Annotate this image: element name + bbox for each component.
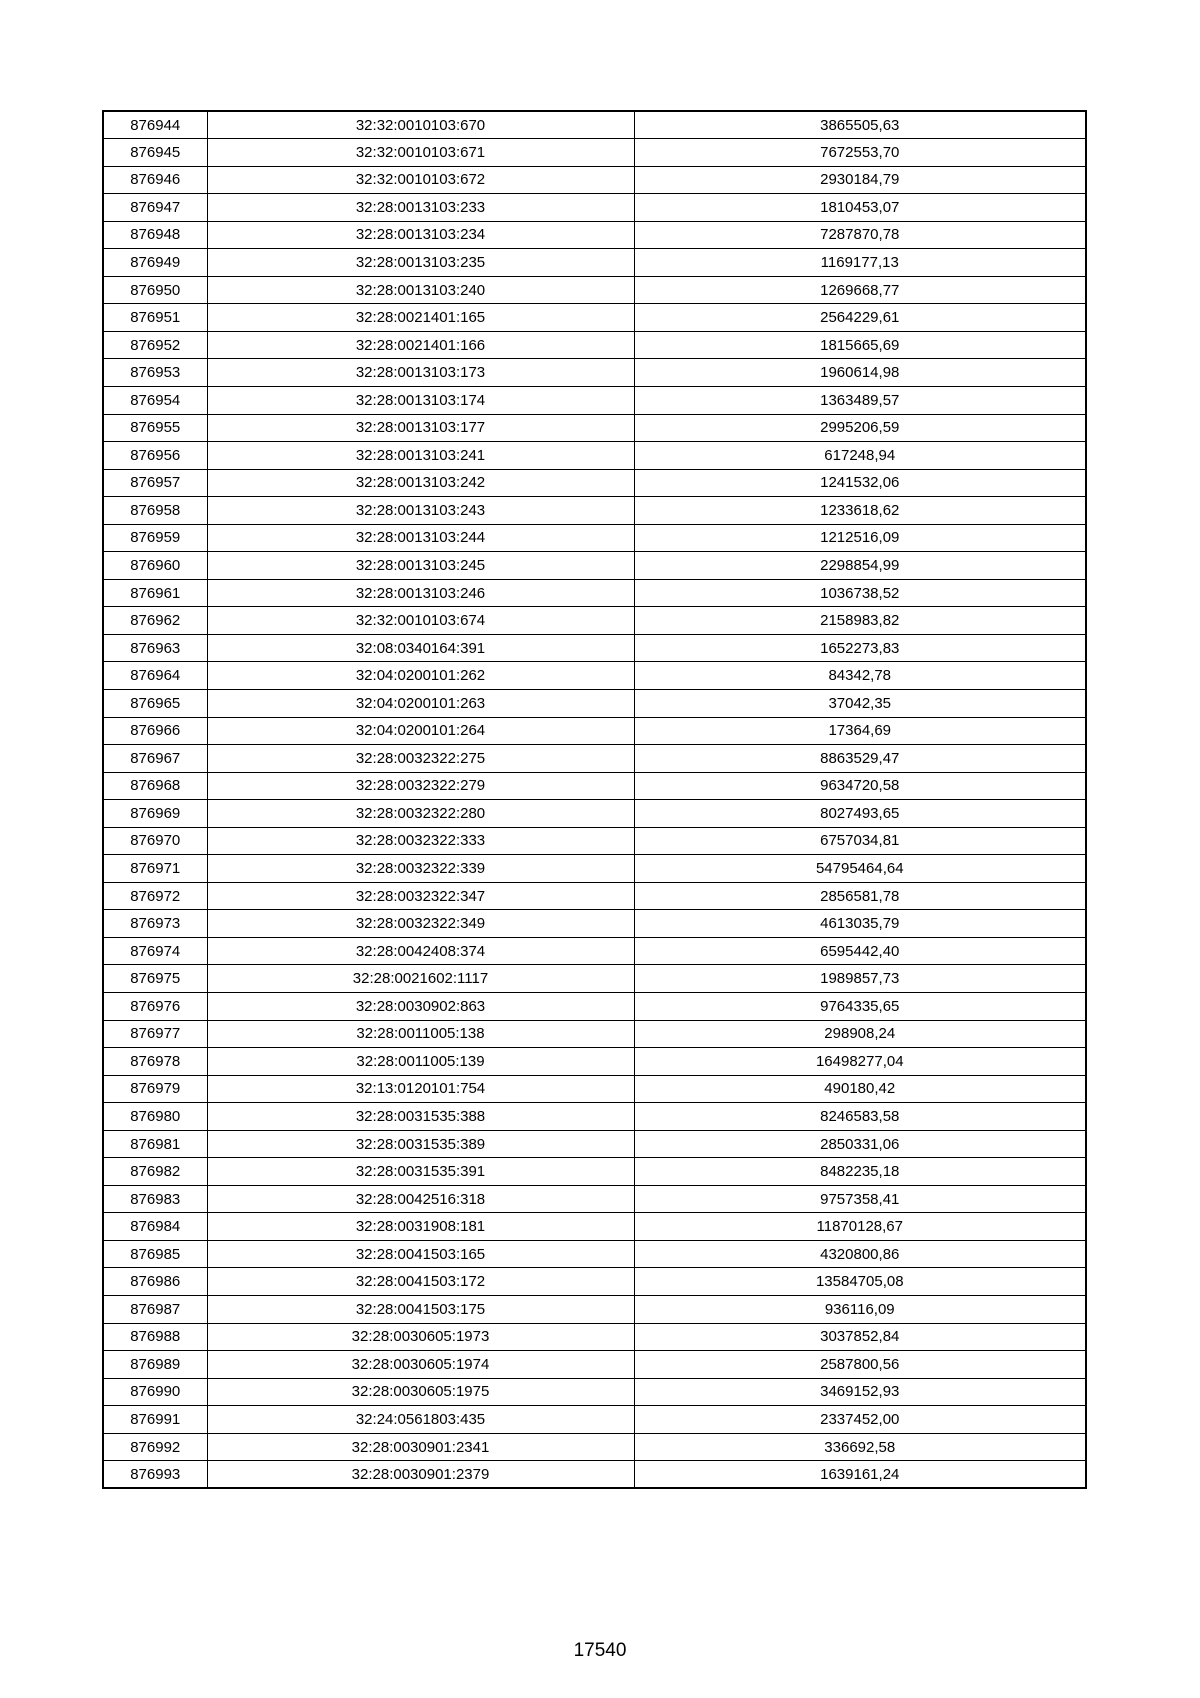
table-row bbox=[103, 1130, 1086, 1158]
table-row bbox=[103, 469, 1086, 497]
table-row bbox=[103, 1240, 1086, 1268]
table-row bbox=[103, 965, 1086, 993]
table-row bbox=[103, 1020, 1086, 1048]
table-row bbox=[103, 634, 1086, 662]
cadastral-number-cell: 32:28:0030605:1974 bbox=[207, 1351, 634, 1379]
table-row bbox=[103, 910, 1086, 938]
table-row bbox=[103, 497, 1086, 525]
table-row bbox=[103, 745, 1086, 773]
row-id-cell: 876990 bbox=[103, 1378, 207, 1406]
row-id-cell: 876944 bbox=[103, 111, 207, 139]
table-row bbox=[103, 579, 1086, 607]
value-cell: 1269668,77 bbox=[634, 276, 1086, 304]
row-id-cell: 876958 bbox=[103, 497, 207, 525]
row-id-cell: 876976 bbox=[103, 993, 207, 1021]
row-id-cell: 876981 bbox=[103, 1130, 207, 1158]
cadastral-number-cell: 32:28:0032322:275 bbox=[207, 745, 634, 773]
value-cell: 7672553,70 bbox=[634, 139, 1086, 167]
value-cell: 11870128,67 bbox=[634, 1213, 1086, 1241]
value-cell: 84342,78 bbox=[634, 662, 1086, 690]
value-cell: 1241532,06 bbox=[634, 469, 1086, 497]
value-cell: 1639161,24 bbox=[634, 1461, 1086, 1489]
row-id-cell: 876980 bbox=[103, 1103, 207, 1131]
table-row bbox=[103, 772, 1086, 800]
row-id-cell: 876954 bbox=[103, 386, 207, 414]
cadastral-number-cell: 32:28:0031535:388 bbox=[207, 1103, 634, 1131]
value-cell: 617248,94 bbox=[634, 442, 1086, 470]
row-id-cell: 876948 bbox=[103, 221, 207, 249]
value-cell: 1233618,62 bbox=[634, 497, 1086, 525]
value-cell: 1363489,57 bbox=[634, 386, 1086, 414]
cadastral-number-cell: 32:28:0021401:165 bbox=[207, 304, 634, 332]
value-cell: 8246583,58 bbox=[634, 1103, 1086, 1131]
table-row bbox=[103, 937, 1086, 965]
data-table bbox=[102, 110, 1087, 1489]
value-cell: 1960614,98 bbox=[634, 359, 1086, 387]
row-id-cell: 876967 bbox=[103, 745, 207, 773]
value-cell: 8863529,47 bbox=[634, 745, 1086, 773]
row-id-cell: 876966 bbox=[103, 717, 207, 745]
table-row bbox=[103, 1048, 1086, 1076]
cadastral-number-cell: 32:28:0021602:1117 bbox=[207, 965, 634, 993]
row-id-cell: 876949 bbox=[103, 249, 207, 277]
table-row bbox=[103, 607, 1086, 635]
cadastral-number-cell: 32:28:0032322:279 bbox=[207, 772, 634, 800]
value-cell: 1989857,73 bbox=[634, 965, 1086, 993]
cadastral-number-cell: 32:08:0340164:391 bbox=[207, 634, 634, 662]
cadastral-number-cell: 32:13:0120101:754 bbox=[207, 1075, 634, 1103]
table-row bbox=[103, 524, 1086, 552]
table-row bbox=[103, 1103, 1086, 1131]
value-cell: 13584705,08 bbox=[634, 1268, 1086, 1296]
value-cell: 3037852,84 bbox=[634, 1323, 1086, 1351]
table-row bbox=[103, 1213, 1086, 1241]
cadastral-number-cell: 32:28:0021401:166 bbox=[207, 331, 634, 359]
value-cell: 2587800,56 bbox=[634, 1351, 1086, 1379]
table-row bbox=[103, 827, 1086, 855]
cadastral-number-cell: 32:28:0013103:235 bbox=[207, 249, 634, 277]
cadastral-number-cell: 32:28:0013103:174 bbox=[207, 386, 634, 414]
cadastral-number-cell: 32:28:0013103:245 bbox=[207, 552, 634, 580]
value-cell: 8482235,18 bbox=[634, 1158, 1086, 1186]
table-row bbox=[103, 1461, 1086, 1489]
value-cell: 2850331,06 bbox=[634, 1130, 1086, 1158]
row-id-cell: 876959 bbox=[103, 524, 207, 552]
row-id-cell: 876962 bbox=[103, 607, 207, 635]
row-id-cell: 876988 bbox=[103, 1323, 207, 1351]
value-cell: 1212516,09 bbox=[634, 524, 1086, 552]
table-row bbox=[103, 1323, 1086, 1351]
cadastral-number-cell: 32:28:0030901:2341 bbox=[207, 1433, 634, 1461]
row-id-cell: 876977 bbox=[103, 1020, 207, 1048]
value-cell: 1652273,83 bbox=[634, 634, 1086, 662]
row-id-cell: 876984 bbox=[103, 1213, 207, 1241]
row-id-cell: 876963 bbox=[103, 634, 207, 662]
table-row bbox=[103, 855, 1086, 883]
value-cell: 2158983,82 bbox=[634, 607, 1086, 635]
cadastral-number-cell: 32:28:0032322:333 bbox=[207, 827, 634, 855]
row-id-cell: 876970 bbox=[103, 827, 207, 855]
value-cell: 37042,35 bbox=[634, 689, 1086, 717]
cadastral-number-cell: 32:24:0561803:435 bbox=[207, 1406, 634, 1434]
cadastral-number-cell: 32:28:0013103:240 bbox=[207, 276, 634, 304]
table-row bbox=[103, 221, 1086, 249]
cadastral-number-cell: 32:28:0031908:181 bbox=[207, 1213, 634, 1241]
table-row bbox=[103, 1158, 1086, 1186]
table-row bbox=[103, 1378, 1086, 1406]
table-row bbox=[103, 717, 1086, 745]
cadastral-number-cell: 32:28:0032322:349 bbox=[207, 910, 634, 938]
row-id-cell: 876955 bbox=[103, 414, 207, 442]
row-id-cell: 876974 bbox=[103, 937, 207, 965]
row-id-cell: 876960 bbox=[103, 552, 207, 580]
table-row bbox=[103, 414, 1086, 442]
value-cell: 17364,69 bbox=[634, 717, 1086, 745]
table-row bbox=[103, 139, 1086, 167]
row-id-cell: 876961 bbox=[103, 579, 207, 607]
row-id-cell: 876969 bbox=[103, 800, 207, 828]
value-cell: 490180,42 bbox=[634, 1075, 1086, 1103]
value-cell: 16498277,04 bbox=[634, 1048, 1086, 1076]
value-cell: 54795464,64 bbox=[634, 855, 1086, 883]
table-row bbox=[103, 1433, 1086, 1461]
row-id-cell: 876989 bbox=[103, 1351, 207, 1379]
cadastral-number-cell: 32:28:0030901:2379 bbox=[207, 1461, 634, 1489]
table-row bbox=[103, 442, 1086, 470]
row-id-cell: 876975 bbox=[103, 965, 207, 993]
value-cell: 3865505,63 bbox=[634, 111, 1086, 139]
cadastral-number-cell: 32:28:0031535:389 bbox=[207, 1130, 634, 1158]
row-id-cell: 876950 bbox=[103, 276, 207, 304]
cadastral-number-cell: 32:28:0013103:177 bbox=[207, 414, 634, 442]
value-cell: 2564229,61 bbox=[634, 304, 1086, 332]
table-row bbox=[103, 662, 1086, 690]
value-cell: 9757358,41 bbox=[634, 1185, 1086, 1213]
value-cell: 2298854,99 bbox=[634, 552, 1086, 580]
row-id-cell: 876973 bbox=[103, 910, 207, 938]
value-cell: 7287870,78 bbox=[634, 221, 1086, 249]
value-cell: 9764335,65 bbox=[634, 993, 1086, 1021]
cadastral-number-cell: 32:04:0200101:262 bbox=[207, 662, 634, 690]
value-cell: 298908,24 bbox=[634, 1020, 1086, 1048]
value-cell: 2995206,59 bbox=[634, 414, 1086, 442]
row-id-cell: 876946 bbox=[103, 166, 207, 194]
row-id-cell: 876956 bbox=[103, 442, 207, 470]
row-id-cell: 876991 bbox=[103, 1406, 207, 1434]
cadastral-number-cell: 32:28:0013103:241 bbox=[207, 442, 634, 470]
row-id-cell: 876986 bbox=[103, 1268, 207, 1296]
cadastral-number-cell: 32:28:0032322:339 bbox=[207, 855, 634, 883]
row-id-cell: 876983 bbox=[103, 1185, 207, 1213]
table-row bbox=[103, 304, 1086, 332]
value-cell: 4320800,86 bbox=[634, 1240, 1086, 1268]
value-cell: 2930184,79 bbox=[634, 166, 1086, 194]
table-row bbox=[103, 1406, 1086, 1434]
row-id-cell: 876952 bbox=[103, 331, 207, 359]
row-id-cell: 876953 bbox=[103, 359, 207, 387]
table-row bbox=[103, 386, 1086, 414]
cadastral-number-cell: 32:28:0030605:1973 bbox=[207, 1323, 634, 1351]
page-number: 17540 bbox=[573, 1640, 627, 1661]
cadastral-number-cell: 32:28:0030605:1975 bbox=[207, 1378, 634, 1406]
table-row bbox=[103, 1351, 1086, 1379]
table-row bbox=[103, 249, 1086, 277]
value-cell: 9634720,58 bbox=[634, 772, 1086, 800]
value-cell: 936116,09 bbox=[634, 1296, 1086, 1324]
row-id-cell: 876968 bbox=[103, 772, 207, 800]
row-id-cell: 876964 bbox=[103, 662, 207, 690]
cadastral-number-cell: 32:32:0010103:672 bbox=[207, 166, 634, 194]
cadastral-number-cell: 32:28:0011005:138 bbox=[207, 1020, 634, 1048]
value-cell: 8027493,65 bbox=[634, 800, 1086, 828]
cadastral-number-cell: 32:32:0010103:670 bbox=[207, 111, 634, 139]
cadastral-number-cell: 32:28:0013103:244 bbox=[207, 524, 634, 552]
cadastral-number-cell: 32:28:0041503:175 bbox=[207, 1296, 634, 1324]
row-id-cell: 876957 bbox=[103, 469, 207, 497]
table-row bbox=[103, 359, 1086, 387]
row-id-cell: 876985 bbox=[103, 1240, 207, 1268]
cadastral-number-cell: 32:28:0013103:242 bbox=[207, 469, 634, 497]
table-row bbox=[103, 1268, 1086, 1296]
row-id-cell: 876965 bbox=[103, 689, 207, 717]
value-cell: 3469152,93 bbox=[634, 1378, 1086, 1406]
table-row bbox=[103, 882, 1086, 910]
value-cell: 2337452,00 bbox=[634, 1406, 1086, 1434]
cadastral-number-cell: 32:28:0013103:246 bbox=[207, 579, 634, 607]
cadastral-number-cell: 32:28:0041503:165 bbox=[207, 1240, 634, 1268]
value-cell: 1036738,52 bbox=[634, 579, 1086, 607]
row-id-cell: 876945 bbox=[103, 139, 207, 167]
row-id-cell: 876947 bbox=[103, 194, 207, 222]
value-cell: 1815665,69 bbox=[634, 331, 1086, 359]
table-row bbox=[103, 800, 1086, 828]
cadastral-number-cell: 32:28:0013103:173 bbox=[207, 359, 634, 387]
row-id-cell: 876978 bbox=[103, 1048, 207, 1076]
table-row bbox=[103, 1185, 1086, 1213]
cadastral-number-cell: 32:28:0042408:374 bbox=[207, 937, 634, 965]
cadastral-number-cell: 32:28:0011005:139 bbox=[207, 1048, 634, 1076]
table-row bbox=[103, 993, 1086, 1021]
cadastral-number-cell: 32:28:0031535:391 bbox=[207, 1158, 634, 1186]
table-row bbox=[103, 1075, 1086, 1103]
cadastral-number-cell: 32:28:0041503:172 bbox=[207, 1268, 634, 1296]
table-row bbox=[103, 552, 1086, 580]
value-cell: 1810453,07 bbox=[634, 194, 1086, 222]
cadastral-number-cell: 32:28:0032322:280 bbox=[207, 800, 634, 828]
table-row bbox=[103, 331, 1086, 359]
value-cell: 1169177,13 bbox=[634, 249, 1086, 277]
value-cell: 4613035,79 bbox=[634, 910, 1086, 938]
cadastral-number-cell: 32:04:0200101:263 bbox=[207, 689, 634, 717]
row-id-cell: 876992 bbox=[103, 1433, 207, 1461]
cadastral-number-cell: 32:04:0200101:264 bbox=[207, 717, 634, 745]
row-id-cell: 876982 bbox=[103, 1158, 207, 1186]
row-id-cell: 876993 bbox=[103, 1461, 207, 1489]
row-id-cell: 876971 bbox=[103, 855, 207, 883]
cadastral-number-cell: 32:28:0013103:233 bbox=[207, 194, 634, 222]
table-row bbox=[103, 276, 1086, 304]
value-cell: 6757034,81 bbox=[634, 827, 1086, 855]
cadastral-number-cell: 32:32:0010103:671 bbox=[207, 139, 634, 167]
cadastral-number-cell: 32:28:0030902:863 bbox=[207, 993, 634, 1021]
value-cell: 2856581,78 bbox=[634, 882, 1086, 910]
row-id-cell: 876951 bbox=[103, 304, 207, 332]
cadastral-number-cell: 32:28:0013103:243 bbox=[207, 497, 634, 525]
cadastral-number-cell: 32:28:0032322:347 bbox=[207, 882, 634, 910]
table-body bbox=[103, 111, 1086, 1488]
row-id-cell: 876972 bbox=[103, 882, 207, 910]
table-row bbox=[103, 194, 1086, 222]
cadastral-number-cell: 32:32:0010103:674 bbox=[207, 607, 634, 635]
cadastral-number-cell: 32:28:0042516:318 bbox=[207, 1185, 634, 1213]
table-row bbox=[103, 166, 1086, 194]
row-id-cell: 876979 bbox=[103, 1075, 207, 1103]
table-row bbox=[103, 111, 1086, 139]
cadastral-number-cell: 32:28:0013103:234 bbox=[207, 221, 634, 249]
table-row bbox=[103, 689, 1086, 717]
value-cell: 6595442,40 bbox=[634, 937, 1086, 965]
value-cell: 336692,58 bbox=[634, 1433, 1086, 1461]
row-id-cell: 876987 bbox=[103, 1296, 207, 1324]
table-row bbox=[103, 1296, 1086, 1324]
